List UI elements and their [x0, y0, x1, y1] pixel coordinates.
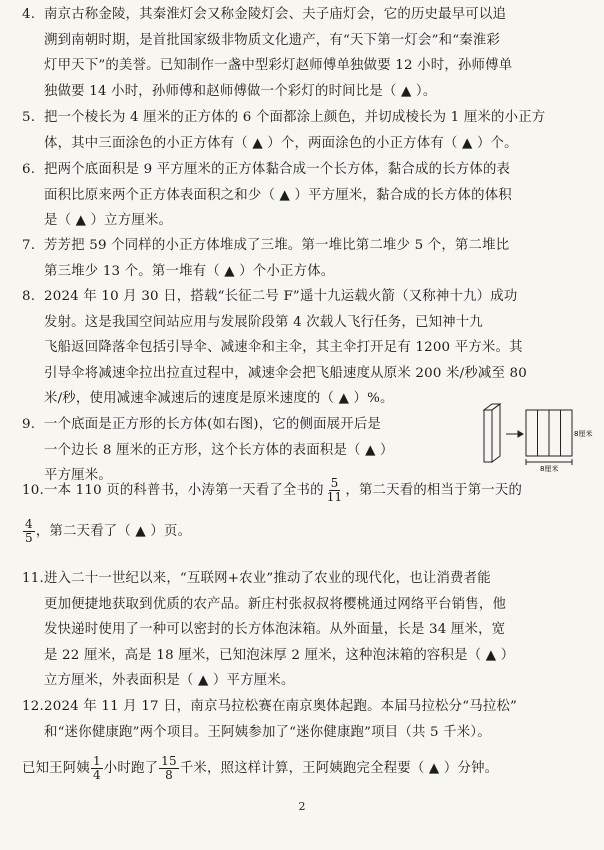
numerator: 5: [330, 476, 339, 490]
question-text: 是（ ▲ ）立方厘米。: [44, 213, 173, 228]
question-text: 米/秒，使用减速伞减速后的速度是原米速度的（ ▲ ）%。: [44, 391, 394, 406]
question-text: 把一个棱长为 4 厘米的正方体的 6 个面都涂上颜色，并切成棱长为 1 厘米的小正方: [44, 110, 546, 125]
page-number: 2: [298, 800, 306, 813]
question-text: 和“迷你健康跑”两个项目。王阿姨参加了“迷你健康跑”项目（共 5 千米）。: [44, 724, 491, 740]
question-number: 9.: [22, 417, 36, 432]
question-text: 面积比原来两个正方体表面积之和少（ ▲ ）平方厘米，黏合成的长方体的体积: [44, 187, 512, 203]
cuboid-figure: [480, 402, 593, 473]
question-number: 5.: [22, 110, 36, 125]
question-text: 灯甲天下”的美誉。已知制作一盏中型彩灯赵师傅单独做要 12 小时，孙师傅单: [44, 58, 513, 73]
question-number: 10.: [22, 483, 44, 498]
question-text: 小时跑了: [103, 761, 159, 776]
fraction: [23, 518, 35, 545]
question-text: 芳芳把 59 个同样的小正方体堆成了三堆。第一堆比第二堆少 5 个，第二堆比: [44, 238, 510, 253]
denominator: 11: [326, 490, 343, 504]
question-number: 6.: [22, 162, 36, 177]
question-text: 飞船返回降落伞包括引导伞、减速伞和主伞，其主伞打开足有 1200 平方米。其: [44, 340, 523, 355]
unfolded-net: [526, 410, 572, 465]
numerator: 4: [25, 517, 33, 531]
question-text: ，第二天看的相当于第一天的: [345, 483, 523, 498]
question-number: 12.: [22, 699, 44, 714]
question-text: 引导伞将减速伞拉出拉直过程中，减速伞会把飞船速度从原米 200 米/秒减至 80: [44, 365, 527, 381]
question-6: [22, 157, 592, 234]
fraction: [91, 755, 103, 782]
question-4: [22, 2, 592, 104]
question-text: 是 22 厘米，高是 18 厘米，已知泡沫厚 2 厘米，这种泡沫箱的容积是（ ▲ ）: [44, 647, 515, 663]
numerator: 1: [92, 754, 101, 768]
question-text: 一个边长 8 厘米的正方形，这个长方体的表面积是（ ▲ ）: [44, 442, 394, 458]
question-number: 4.: [22, 7, 36, 22]
numerator: 15: [161, 754, 177, 768]
question-5: [22, 105, 592, 156]
fraction: [159, 755, 179, 782]
denominator: 8: [165, 768, 173, 782]
bottom-length-label: 8厘米: [540, 465, 559, 473]
fraction: [325, 477, 345, 504]
question-number: 8.: [22, 289, 36, 304]
question-7: [22, 233, 592, 284]
question-number: 7.: [22, 238, 36, 253]
question-text: 立方厘米，外表面积是（ ▲ ）平方厘米。: [44, 673, 295, 688]
question-10: [22, 477, 592, 545]
question-text: 一本 110 页的科普书，小涛第一天看了全书的: [44, 483, 324, 498]
question-text: 把两个底面积是 9 平方厘米的正方体黏合成一个长方体，黏合成的长方体的表: [44, 162, 511, 177]
arrow-icon: [506, 431, 523, 437]
cuboid-drawing: [484, 404, 500, 462]
question-text: 南京古称金陵，其秦淮灯会又称金陵灯会、夫子庙灯会，它的历史最早可以追: [44, 7, 507, 22]
question-text: 独做要 14 小时，孙师傅和赵师傅做一个彩灯的时间比是（ ▲ ）。: [44, 83, 437, 99]
question-text: 进入二十一世纪以来，“互联网+农业”推动了农业的现代化，也让消费者能: [44, 571, 491, 586]
question-text: 发射。这是我国空间站应用与发展阶段第 4 次载人飞行任务，已知神十九: [44, 314, 483, 330]
question-8: [22, 284, 592, 412]
question-text: 2024 年 10 月 30 日，搭载“长征二号 F”遥十九运载火箭（又称神十九）成功: [44, 289, 518, 304]
question-text: 已知王阿姨: [22, 761, 90, 776]
question-text: 溯到南朝时期，是首批国家级非物质文化遗产，有“天下第一灯会”和“秦淮彩: [44, 32, 501, 48]
question-text: 一个底面是正方形的长方体(如右图)，它的侧面展开后是: [44, 417, 382, 432]
question-text: 体，其中三面涂色的小正方体有（ ▲ ）个，两面涂色的小正方体有（ ▲ ）个。: [44, 135, 518, 151]
question-text: 更加便捷地获取到优质的农产品。新庄村张叔叔将樱桃通过网络平台销售，他: [44, 596, 507, 612]
denominator: 4: [92, 768, 101, 782]
question-12: [22, 694, 592, 782]
side-length-label: 8厘米: [574, 430, 593, 438]
question-text: 千米，照这样计算，王阿姨跑完全程要（ ▲ ）分钟。: [179, 761, 499, 776]
question-11: [22, 566, 592, 694]
denominator: 5: [25, 531, 33, 545]
question-text: 2024 年 11 月 17 日，南京马拉松赛在南京奥体起跑。本届马拉松分“马拉松”: [44, 699, 518, 714]
question-text: 第三堆少 13 个。第一堆有（ ▲ ）个小正方体。: [44, 263, 335, 279]
question-text: ，第二天看了（ ▲ ）页。: [35, 524, 192, 539]
question-text: 发快递时使用了一种可以密封的长方体泡沫箱。从外面量，长是 34 厘米，宽: [44, 622, 506, 637]
question-number: 11.: [22, 571, 44, 586]
question-text: 平方厘米。: [44, 468, 112, 483]
